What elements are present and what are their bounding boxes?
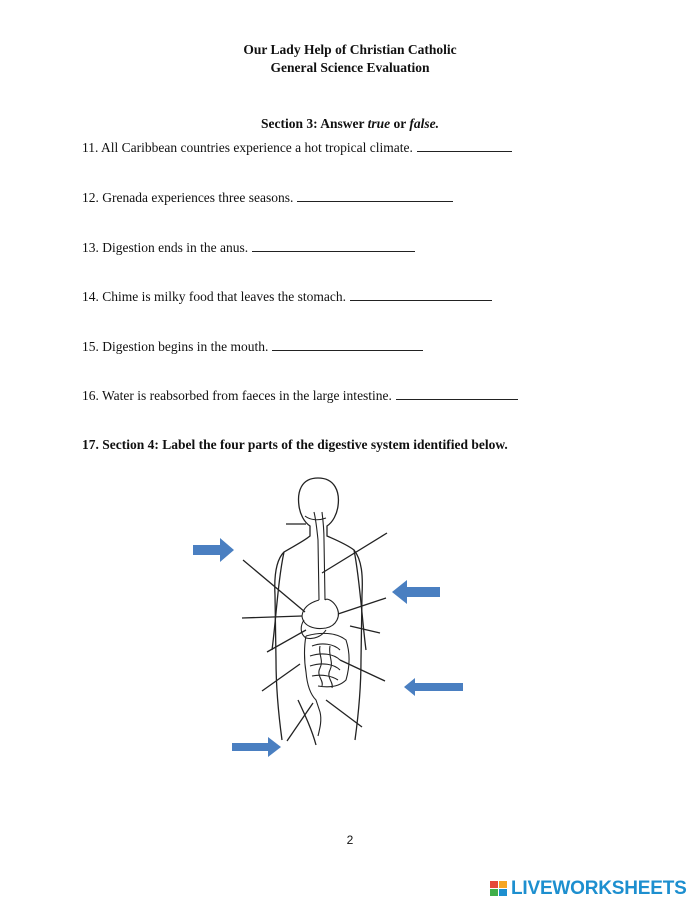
brand-name: LIVEWORKSHEETS (511, 878, 687, 899)
question-text: 11. All Caribbean countries experience a hot tropical climate. (82, 140, 413, 155)
digestive-tract-icon (301, 512, 349, 736)
arrow-left-icon (392, 580, 440, 604)
arrow-left-icon (404, 678, 463, 696)
question-text: 16. Water is reabsorbed from faeces in the large intestine. (82, 388, 392, 403)
liveworksheets-brand (490, 878, 687, 900)
question-text: 13. Digestion ends in the anus. (82, 240, 249, 255)
section3-false-word: false. (409, 116, 439, 131)
question-text: 12. Grenada experiences three seasons. (82, 190, 294, 205)
question-text: 15. Digestion begins in the mouth. (82, 339, 269, 354)
school-title: Our Lady Help of Christian Catholic (243, 42, 457, 57)
question-text: 14. Chime is milky food that leaves the stomach. (82, 289, 346, 304)
body-outline-icon (272, 478, 366, 745)
section3-true-word: true (367, 116, 391, 131)
liveworksheets-logo-icon (490, 880, 508, 898)
arrow-right-icon (232, 737, 281, 757)
evaluation-title: General Science Evaluation (270, 60, 430, 75)
page-number: 2 (346, 833, 354, 847)
arrow-icons (193, 538, 463, 757)
label-pointer-lines (242, 524, 387, 741)
section3-or-word: or (390, 116, 410, 131)
arrow-right-icon (193, 538, 234, 562)
section4-heading: 17. Section 4: Label the four parts of the digestive system identified below. (82, 437, 508, 452)
section3-lead: Section 3: Answer (260, 116, 368, 131)
